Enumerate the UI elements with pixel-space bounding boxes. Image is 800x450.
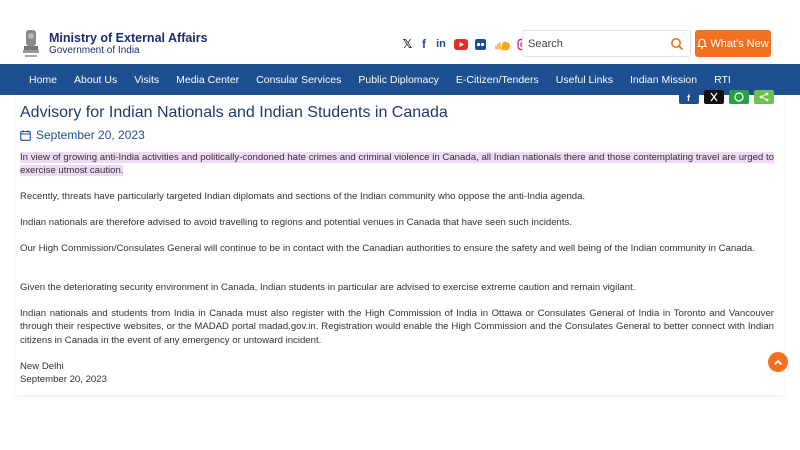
youtube-icon[interactable] (454, 38, 468, 51)
article-sign-date: September 20, 2023 (20, 374, 107, 385)
nav-consular-services[interactable]: Consular Services (256, 73, 342, 86)
nav-public-diplomacy[interactable]: Public Diplomacy (358, 73, 439, 86)
whats-new-button[interactable] (695, 30, 771, 57)
article-date-text: September 20, 2023 (36, 128, 145, 142)
nav-media-center[interactable]: Media Center (176, 73, 240, 86)
social-links (402, 37, 536, 51)
nav-indian-mission[interactable]: Indian Mission (629, 73, 698, 86)
brand-title: Ministry of External Affairs (49, 31, 208, 45)
top-strip (0, 0, 800, 24)
nav-useful-links[interactable]: Useful Links (555, 73, 613, 86)
brand-subtitle: Government of India (49, 45, 140, 56)
linkedin-icon[interactable]: in (436, 37, 446, 50)
article-paragraph-6: Indian nationals and students from India in Canada must also register with the High Commission of India in Ottawa or Consulates General of India in Toronto and Vancouver through their respective websites, or the MADAD portal madad.gov.in. Registration would enable the High Commission and the Consulates General to better connect with Indian citizens in Canada in the event of any emergency or untoward incident. (20, 308, 774, 346)
share-icon[interactable] (754, 90, 774, 104)
flickr-icon[interactable] (475, 38, 486, 51)
x-icon[interactable]: 𝕏 (402, 36, 413, 51)
chevron-up-icon (773, 359, 783, 366)
highlighted-text: In view of growing anti-India activities and politically-condoned hate crimes and criminal violence in Canada, all Indian nationals there and those contemplating travel are urged to exercise utmost caution. (20, 152, 774, 177)
nav-rti[interactable]: RTI (714, 73, 731, 86)
brand[interactable] (49, 32, 208, 56)
article-paragraph-1 (20, 151, 774, 178)
facebook-share-icon[interactable] (679, 90, 699, 104)
nav-visits[interactable]: Visits (134, 73, 160, 86)
nav-home[interactable]: Home (29, 73, 58, 86)
article-title: Advisory for Indian Nationals and Indian Students in Canada (20, 104, 448, 121)
calendar-icon (20, 130, 31, 141)
article-paragraph-3: Indian nationals are therefore advised to avoid travelling to regions and potential venues in Canada that have seen such incidents. (20, 217, 573, 228)
article-paragraph-5: Given the deteriorating security environment in Canada, Indian students in particular are advised to exercise extreme caution and remain vigilant. (20, 282, 636, 293)
search-box (522, 30, 691, 57)
search-icon[interactable] (670, 37, 684, 51)
soundcloud-icon[interactable] (493, 38, 510, 51)
national-emblem-logo[interactable] (20, 28, 42, 60)
article-paragraph-2: Recently, threats have particularly targeted Indian diplomats and sections of the Indian community who oppose the anti-India agenda. (20, 191, 586, 202)
article-card (16, 95, 784, 395)
svg-text:f: f (687, 93, 690, 103)
whats-new-label: What's New (710, 37, 769, 50)
x-share-icon[interactable] (704, 90, 724, 104)
article-paragraph-4: Our High Commission/Consulates General will continue to be in contact with the Canadian authorities to ensure the safety and well being of the Indian community in Canada. (20, 243, 755, 254)
site-header (0, 25, 800, 63)
whatsapp-share-icon[interactable] (729, 90, 749, 104)
article-place: New Delhi (20, 361, 64, 372)
article-date (20, 128, 145, 142)
facebook-icon[interactable]: f (422, 36, 426, 51)
search-input[interactable] (528, 35, 668, 53)
bell-icon (697, 38, 707, 49)
scroll-to-top-button[interactable] (768, 352, 788, 372)
nav-about-us[interactable]: About Us (74, 73, 118, 86)
nav-e-citizen-tenders[interactable]: E-Citizen/Tenders (455, 73, 539, 86)
